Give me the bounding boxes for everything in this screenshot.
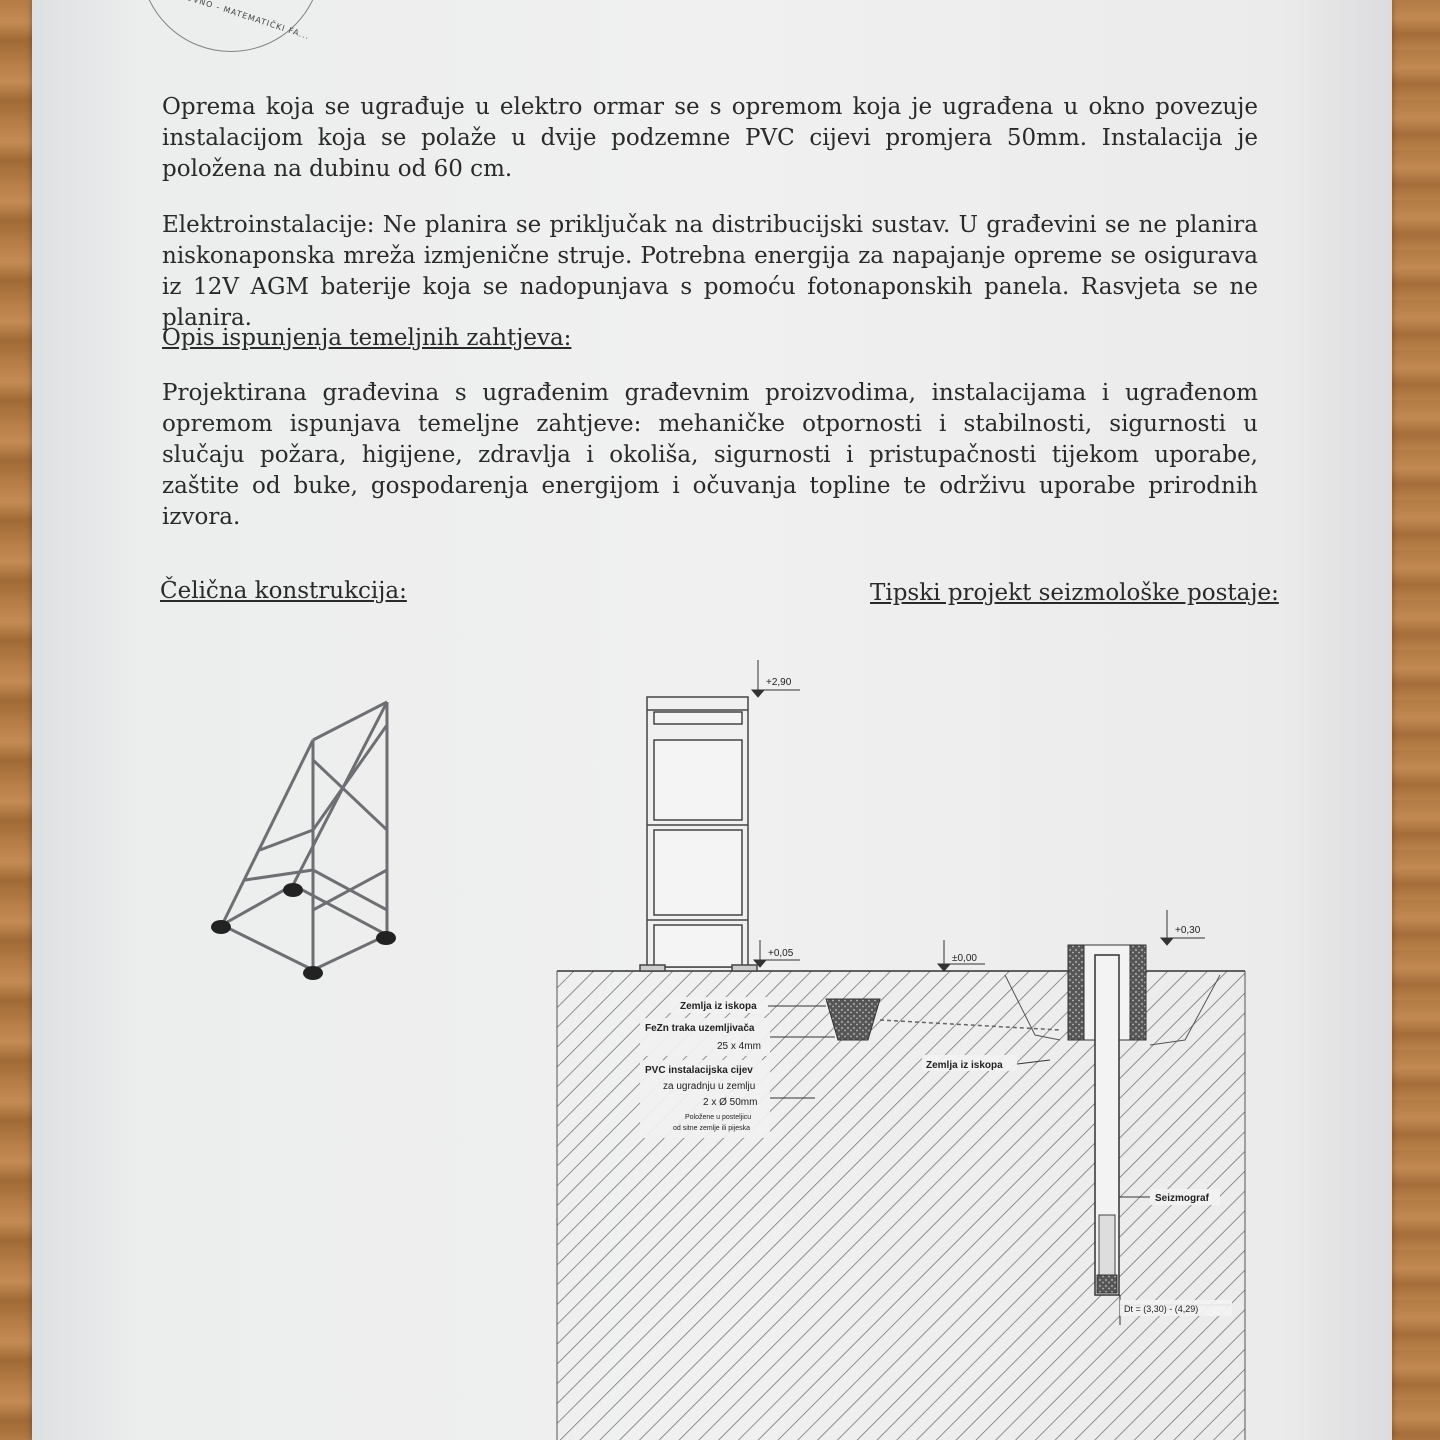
label-pvc-4: Položene u posteljicu [685, 1114, 752, 1121]
label-pvc-3: 2 x Ø 50mm [703, 1097, 758, 1108]
level-ground: ±0,00 [952, 953, 977, 964]
level-markers [752, 660, 1205, 971]
cabinet-elevation [640, 697, 757, 971]
level-top: +2,90 [766, 677, 792, 688]
level-bottom: Dt = (3,30) - (4,29) [1124, 1304, 1199, 1314]
paragraph-installation: Oprema koja se ugrađuje u elektro ormar se s opremom koja je ugrađena u okno povezuje instalacijom koja se polaže u dvije podzemne PVC cijevi promjera 50mm. Instalacija je položena na dubinu od 60 cm. [162, 94, 1258, 182]
heading-steel-construction: Čelična konstrukcija: [160, 578, 407, 604]
label-pvc-5: od sitne zemlje ili pijeska [673, 1125, 751, 1132]
level-well-top: +0,30 [1175, 925, 1201, 936]
label-fezn-size: 25 x 4mm [717, 1041, 761, 1052]
heading-requirements: Opis ispunjenja temeljnih zahtjeva: [162, 325, 572, 351]
paragraph-requirements: Projektirana građevina s ugrađenim građevnim proizvodima, instalacijama i ugrađenom opremom ispunjava temeljne zahtjeve: mehaničke otpornosti i stabilnosti, sigurnosti u slučaju požara, higijene, zdravlja i okoliša, sigurnosti i pristupačnosti tijekom uporabe, zaštite od buke, gospodarenja energijom i očuvanja topline te održivu uporabe prirodnih izvora. [162, 380, 1258, 530]
label-soil-2: Zemlja iz iskopa [926, 1060, 1003, 1071]
paragraph-electrical: Elektroinstalacije: Ne planira se priključak na distribucijski sustav. U građevini se ne planira niskonaponska mreža izmjenične struje. Potrebna energija za napajanje opreme se osigurava iz 12V AGM baterije koja se nadopunjava s pomoću fotonaponskih panela. Rasvjeta se ne planira. [162, 212, 1258, 331]
label-soil-1: Zemlja iz iskopa [680, 1001, 757, 1012]
heading-seismic-station: Tipski projekt seizmološke postaje: [870, 580, 1279, 606]
steel-frame-illustration [222, 702, 387, 970]
label-pvc-2: za ugradnju u zemlju [663, 1081, 756, 1092]
level-base: +0,05 [768, 948, 794, 959]
label-pvc: PVC instalacijska cijev [645, 1065, 753, 1076]
label-seismograph: Seizmograf [1155, 1193, 1209, 1204]
label-fezn: FeZn traka uzemljivača [645, 1023, 755, 1034]
